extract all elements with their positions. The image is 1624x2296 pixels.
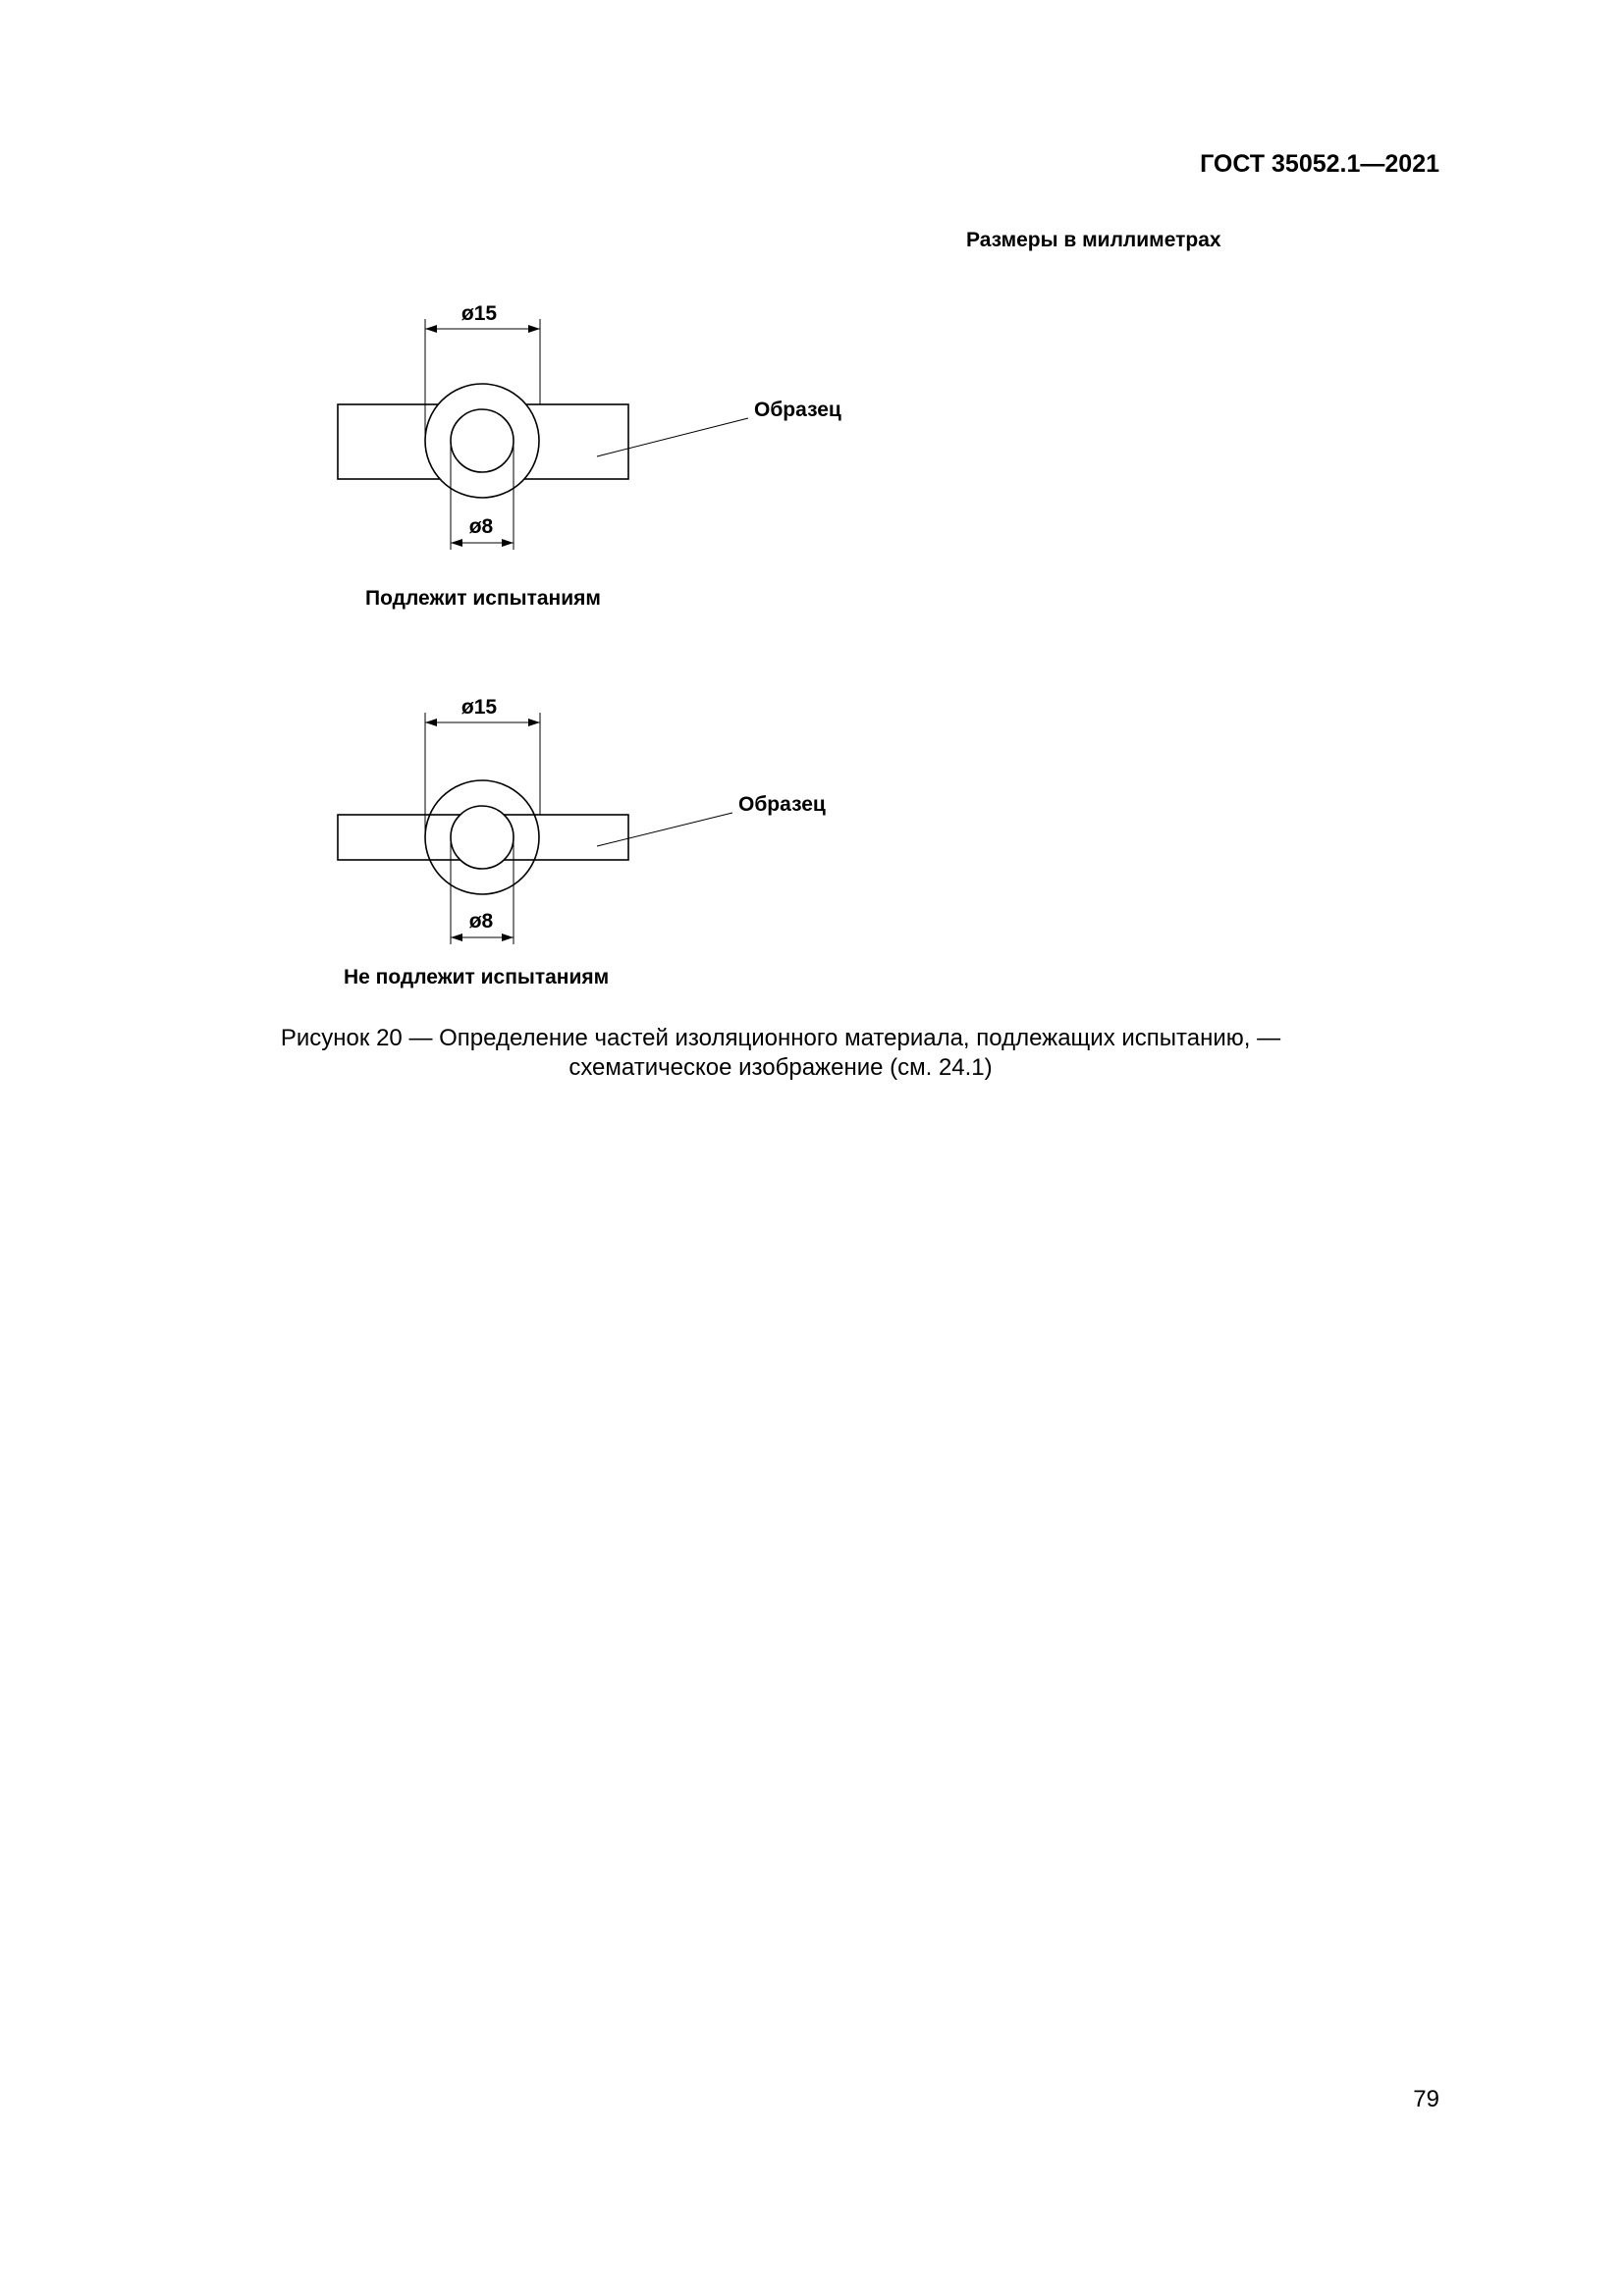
inner-circle bbox=[451, 806, 514, 869]
inner-diameter-label: ø8 bbox=[468, 515, 494, 538]
inner-diameter-label: ø8 bbox=[468, 910, 494, 933]
figure-not-tested bbox=[0, 0, 1624, 1001]
page-number: 79 bbox=[1413, 2086, 1439, 2112]
outer-diameter-label: ø15 bbox=[460, 302, 498, 325]
figure-caption bbox=[0, 1024, 1561, 1083]
figure-caption-line2: схематическое изображение (см. 24.1) bbox=[568, 1054, 993, 1081]
sample-label: Образец bbox=[738, 793, 826, 816]
figure-caption-not-tested: Не подлежит испытаниям bbox=[344, 966, 610, 988]
document-header: ГОСТ 35052.1—2021 bbox=[1200, 150, 1439, 178]
units-note: Размеры в миллиметрах bbox=[966, 229, 1221, 251]
sample-label: Образец bbox=[754, 399, 841, 421]
figure-caption-line1: Рисунок 20 — Определение частей изоляционного материала, подлежащих испытанию, — bbox=[280, 1025, 1281, 1051]
outer-diameter-label: ø15 bbox=[460, 696, 498, 719]
figure-caption-tested: Подлежит испытаниям bbox=[365, 587, 601, 610]
